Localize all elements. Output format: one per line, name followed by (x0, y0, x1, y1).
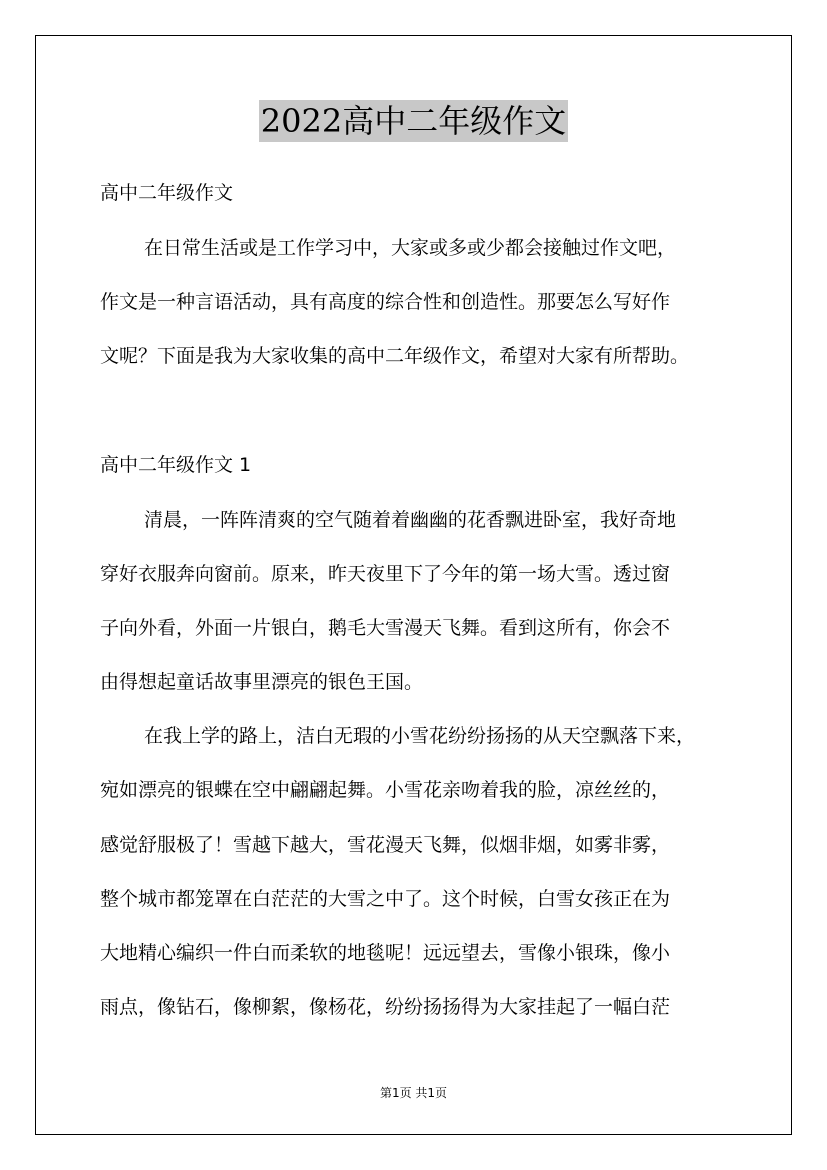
paragraph-line: 整个城市都笼罩在白茫茫的大雪之中了。这个时候，白雪女孩正在为 (100, 888, 671, 910)
section-heading: 高中二年级作文 1 (100, 454, 252, 476)
paragraph-line: 雨点，像钻石，像柳絮，像杨花，纷纷扬扬得为大家挂起了一幅白茫 (100, 996, 671, 1018)
paragraph-line: 大地精心编织一件白而柔软的地毯呢！远远望去，雪像小银珠，像小 (100, 942, 671, 964)
paragraph-line: 清晨，一阵阵清爽的空气随着着幽幽的花香飘进卧室，我好奇地 (144, 509, 677, 531)
paragraph-line: 文呢？下面是我为大家收集的高中二年级作文，希望对大家有所帮助。 (100, 345, 690, 367)
document-title: 2022高中二年级作文 (260, 102, 567, 140)
title-container (0, 100, 827, 142)
paragraph-line: 感觉舒服极了！雪越下越大，雪花漫天飞舞，似烟非烟，如雾非雾， (100, 834, 671, 856)
paragraph-line: 子向外看，外面一片银白，鹅毛大雪漫天飞舞。看到这所有，你会不 (100, 617, 671, 639)
paragraph-line: 作文是一种言语活动，具有高度的综合性和创造性。那要怎么写好作 (100, 291, 671, 313)
paragraph-line: 宛如漂亮的银蝶在空中翩翩起舞。小雪花亲吻着我的脸，凉丝丝的， (100, 779, 671, 801)
section-heading: 高中二年级作文 (100, 182, 234, 204)
paragraph-line: 在我上学的路上，洁白无瑕的小雪花纷纷扬扬的从天空飘落下来， (144, 725, 696, 747)
paragraph-line: 在日常生活或是工作学习中，大家或多或少都会接触过作文吧， (144, 237, 677, 259)
page-number: 第1页 共1页 (379, 1086, 448, 1100)
paragraph-line: 由得想起童话故事里漂亮的银色王国。 (100, 671, 424, 693)
paragraph-line: 穿好衣服奔向窗前。原来，昨天夜里下了今年的第一场大雪。透过窗 (100, 563, 671, 585)
